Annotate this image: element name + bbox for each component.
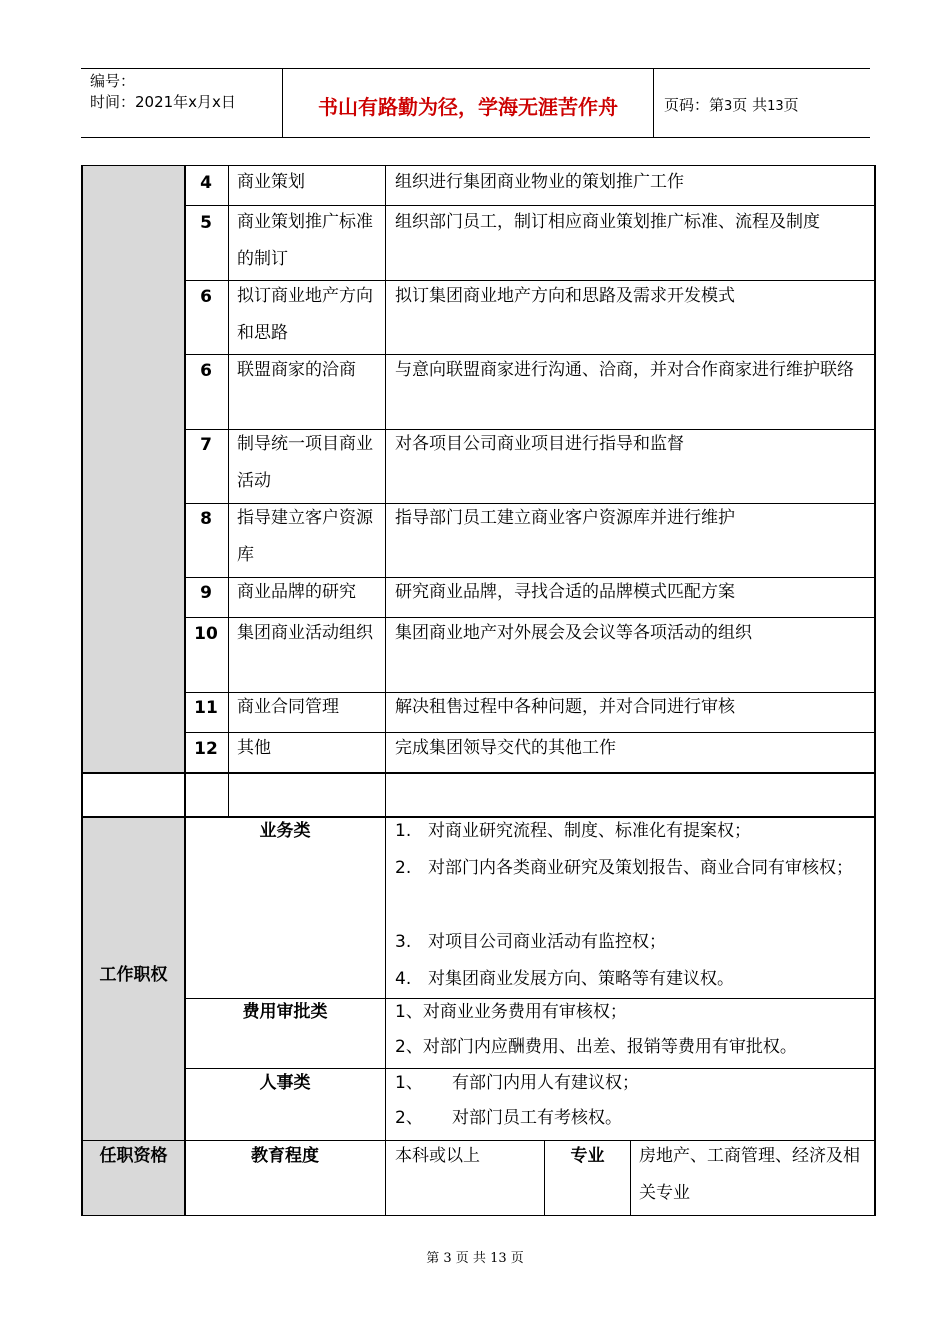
- header-page-total: 13: [767, 99, 784, 114]
- duty-number: 10: [194, 624, 218, 644]
- duty-number: 7: [200, 435, 212, 455]
- duty-description: 与意向联盟商家进行沟通、洽商，并对合作商家进行维护联络: [395, 360, 854, 380]
- authority-item: 有部门内用人有建议权；: [452, 1073, 639, 1093]
- duty-name: 集团商业活动组织: [237, 623, 373, 643]
- duty-name: 拟订商业地产方向和思路: [237, 286, 373, 343]
- duty-name: 联盟商家的洽商: [237, 360, 356, 380]
- duty-number: 6: [200, 287, 212, 307]
- footer-page-current: 3: [443, 1251, 452, 1266]
- col-divider: [184, 165, 186, 1216]
- authority-item: 2、对部门内应酬费用、出差、报销等费用有审批权。: [395, 1037, 797, 1057]
- authority-item-number: 3.: [395, 932, 412, 952]
- duty-name: 指导建立客户资源库: [237, 508, 373, 565]
- major-value: 房地产、工商管理、经济及相关专业: [639, 1146, 860, 1203]
- duty-number: 12: [194, 739, 218, 759]
- duty-description: 研究商业品牌，寻找合适的品牌模式匹配方案: [395, 582, 735, 602]
- authority-category-hr: 人事类: [259, 1073, 311, 1093]
- duty-description: 指导部门员工建立商业客户资源库并进行维护: [395, 508, 735, 528]
- header-page-current: 3: [724, 99, 733, 114]
- authority-item-number: 4.: [395, 969, 412, 989]
- authority-item-number: 1、: [395, 1073, 423, 1093]
- duty-description: 对各项目公司商业项目进行指导和监督: [395, 434, 684, 454]
- duty-name: 商业策划: [237, 172, 305, 192]
- row-line: [81, 772, 876, 774]
- duty-name: 商业品牌的研究: [237, 582, 356, 602]
- duty-description: 组织进行集团商业物业的策划推广工作: [395, 172, 684, 192]
- authority-title: 工作职权: [99, 965, 168, 985]
- table-border-left: [81, 165, 83, 1216]
- major-label: 专业: [570, 1146, 605, 1166]
- duty-name: 其他: [237, 738, 271, 758]
- authority-item-number: 1.: [395, 821, 412, 841]
- authority-category-business: 业务类: [259, 821, 311, 841]
- col-divider: [385, 165, 386, 1216]
- duty-number: 5: [200, 213, 212, 233]
- duty-description: 完成集团领导交代的其他工作: [395, 738, 616, 758]
- duty-number: 8: [200, 509, 212, 529]
- shade-left: [83, 165, 184, 773]
- duty-name: 商业合同管理: [237, 697, 339, 717]
- header-page-indicator: 页码：第3页 共13页: [664, 96, 799, 114]
- page-footer: 第 3 页 共 13 页: [426, 1251, 524, 1266]
- row-line: [81, 1215, 876, 1216]
- duty-name: 制导统一项目商业活动: [237, 434, 373, 491]
- duty-name: 商业策划推广标准的制订: [237, 212, 373, 269]
- duty-description: 集团商业地产对外展会及会议等各项活动的组织: [395, 623, 752, 643]
- authority-item-number: 2、: [395, 1108, 423, 1128]
- authority-item: 对项目公司商业活动有监控权；: [428, 932, 666, 952]
- header-meta: [90, 71, 236, 113]
- education-label: 教育程度: [251, 1146, 319, 1166]
- document-number-label: 编号：: [90, 72, 136, 90]
- header-motto: 书山有路勤为径，学海无涯苦作舟: [318, 95, 618, 119]
- col-divider: [228, 165, 229, 817]
- table-border-right: [874, 165, 876, 1216]
- col-divider: [630, 1140, 631, 1216]
- duty-description: 拟订集团商业地产方向和思路及需求开发模式: [395, 286, 735, 306]
- duty-number: 9: [200, 583, 212, 603]
- duty-number: 4: [200, 173, 212, 193]
- education-value: 本科或以上: [395, 1146, 480, 1166]
- authority-item: 对部门内各类商业研究及策划报告、商业合同有审核权；: [428, 858, 853, 878]
- authority-item: 1、对商业业务费用有审核权；: [395, 1002, 627, 1022]
- duty-number: 11: [194, 698, 218, 718]
- duty-description: 解决租售过程中各种问题，并对合同进行审核: [395, 697, 735, 717]
- authority-item: 对集团商业发展方向、策略等有建议权。: [428, 969, 734, 989]
- footer-page-total: 13: [490, 1251, 507, 1266]
- job-description-table: [81, 165, 876, 1216]
- authority-category-expense: 费用审批类: [242, 1002, 328, 1022]
- duty-number: 6: [200, 361, 212, 381]
- authority-item: 对部门员工有考核权。: [452, 1108, 622, 1128]
- qualification-title: 任职资格: [99, 1146, 168, 1166]
- authority-item-number: 2.: [395, 858, 412, 878]
- authority-item: 对商业研究流程、制度、标准化有提案权；: [428, 821, 751, 841]
- duty-description: 组织部门员工，制订相应商业策划推广标准、流程及制度: [395, 212, 820, 232]
- document-date: 时间：2021年x月x日: [90, 93, 236, 111]
